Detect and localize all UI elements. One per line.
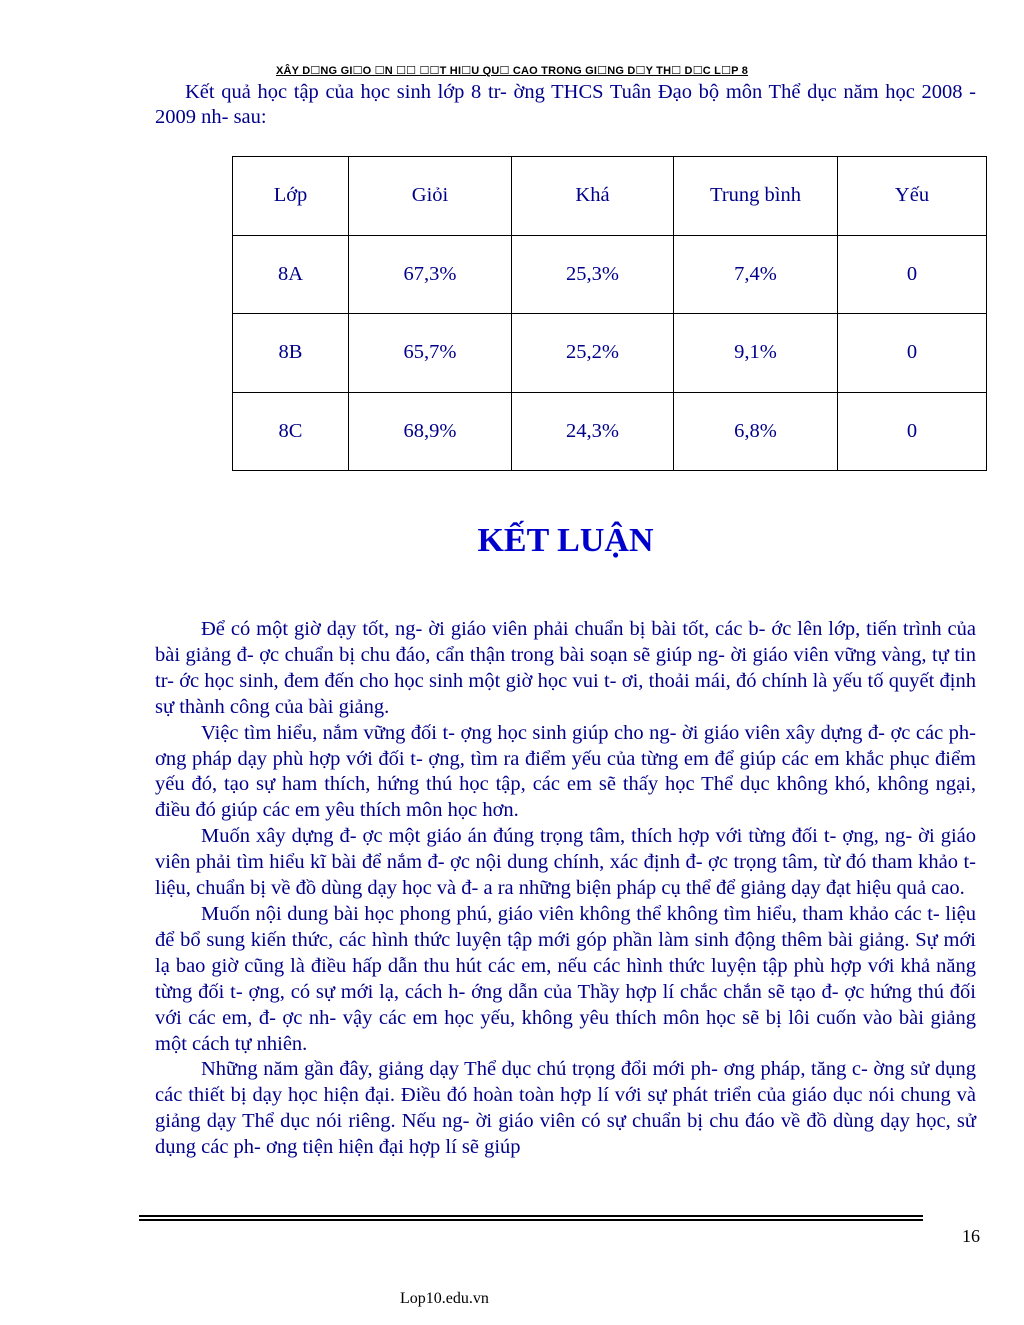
page-number: 16 <box>962 1226 980 1246</box>
results-table <box>232 156 987 471</box>
table-cell: 24,3% <box>512 392 674 471</box>
table-row <box>233 392 987 471</box>
table-row <box>233 235 987 314</box>
table-cell: 8C <box>233 392 349 471</box>
table-cell: 9,1% <box>674 314 838 393</box>
header-cell-yeu: Yếu <box>838 157 987 236</box>
table-header-row <box>233 157 987 236</box>
table-cell: 8A <box>233 235 349 314</box>
table-cell: 0 <box>838 314 987 393</box>
intro-paragraph: Kết quả học tập của học sinh lớp 8 tr- ờng THCS Tuân Đạo bộ môn Thể dục năm học 2008 - 2009 nh- sau: <box>155 81 976 128</box>
table-row <box>233 314 987 393</box>
page-header <box>0 64 1024 77</box>
header-cell-lop: Lớp <box>233 157 349 236</box>
header-title: XÂY D☐NG GI☐O ☐N ☐☐ ☐☐T HI☐U QU☐ CAO TRONG GI☐NG D☐Y TH☐ D☐C L☐P 8 <box>275 65 749 77</box>
body-paragraph: Việc tìm hiểu, nắm vững đối t- ợng học sinh giúp cho ng- ời giáo viên xây dựng đ- ợc các ph- ơng pháp dạy phù hợp với đối t- ợng, tìm ra điểm yếu của từng em để giúp các em khắc phục điểm yếu đó, tạo sự ham thích, hứng thú học tập, các em sẽ thấy học Thể dục không khó, không ngại, điều đó giúp các em yêu thích môn học hơn. <box>155 721 976 822</box>
header-cell-trung-binh: Trung bình <box>674 157 838 236</box>
body-paragraph: Những năm gần đây, giảng dạy Thể dục chú trọng đổi mới ph- ơng pháp, tăng c- ờng sử dụng các thiết bị dạy học hiện đại. Điều đó hoàn toàn hợp lí với sự phát triển của giáo dục nói chung và giảng dạy Thể dục nói riêng. Nếu ng- ời giáo viên có sự chuẩn bị chu đáo về đồ dùng dạy học, sử dụng các ph- ơng tiện hiện đại hợp lí sẽ giúp <box>155 1058 976 1159</box>
table-cell: 25,3% <box>512 235 674 314</box>
table-cell: 67,3% <box>349 235 512 314</box>
table-cell: 8B <box>233 314 349 393</box>
table-cell: 68,9% <box>349 392 512 471</box>
table-cell: 65,7% <box>349 314 512 393</box>
table-cell: 0 <box>838 235 987 314</box>
table-cell: 6,8% <box>674 392 838 471</box>
table-cell: 7,4% <box>674 235 838 314</box>
conclusion-heading: KẾT LUẬN <box>477 522 654 559</box>
table-cell: 0 <box>838 392 987 471</box>
footer-site: Lop10.edu.vn <box>400 1290 489 1307</box>
body-paragraph: Muốn xây dựng đ- ợc một giáo án đúng trọng tâm, thích hợp với từng đối t- ợng, ng- ời giáo viên phải tìm hiểu kĩ bài để nắm đ- ợc nội dung chính, xác định đ- ợc trọng tâm, từ đó tham khảo t- liệu, chuẩn bị về đồ dùng dạy học và đ- a ra những biện pháp cụ thể để giảng dạy đạt hiệu quả cao. <box>155 825 976 900</box>
footer-divider <box>139 1219 923 1221</box>
header-cell-kha: Khá <box>512 157 674 236</box>
footer-divider <box>139 1215 923 1217</box>
body-paragraph: Để có một giờ dạy tốt, ng- ời giáo viên phải chuẩn bị bài tốt, các b- ớc lên lớp, tiến trình của bài giảng đ- ợc chuẩn bị chu đáo, cẩn thận trong bài soạn sẽ giúp ng- ời giáo viên vững vàng, tự tin tr- ớc học sinh, đem đến cho học sinh một giờ học vui t- ơi, thoải mái, đó chính là yếu tố quyết định sự thành công của bài giảng. <box>155 618 976 718</box>
body-paragraph: Muốn nội dung bài học phong phú, giáo viên không thể không tìm hiểu, tham khảo các t- liệu để bổ sung kiến thức, các hình thức luyện tập mới góp phần làm sinh động thêm bài giảng. Sự mới lạ bao giờ cũng là điều hấp dẫn thu hút các em, nếu các hình thức luyện tập phù hợp với khả năng từng đối t- ợng, có sự mới lạ, cách h- ớng dẫn của Thầy hợp lí chắc chắn sẽ tạo đ- ợc hứng thú đối với các em, đ- ợc nh- vậy các em học yếu, không yêu thích môn học sẽ bị lôi cuốn vào bài giảng một cách tự nhiên. <box>155 902 976 1055</box>
table-cell: 25,2% <box>512 314 674 393</box>
conclusion-body <box>155 617 976 1161</box>
header-cell-gioi: Giỏi <box>349 157 512 236</box>
